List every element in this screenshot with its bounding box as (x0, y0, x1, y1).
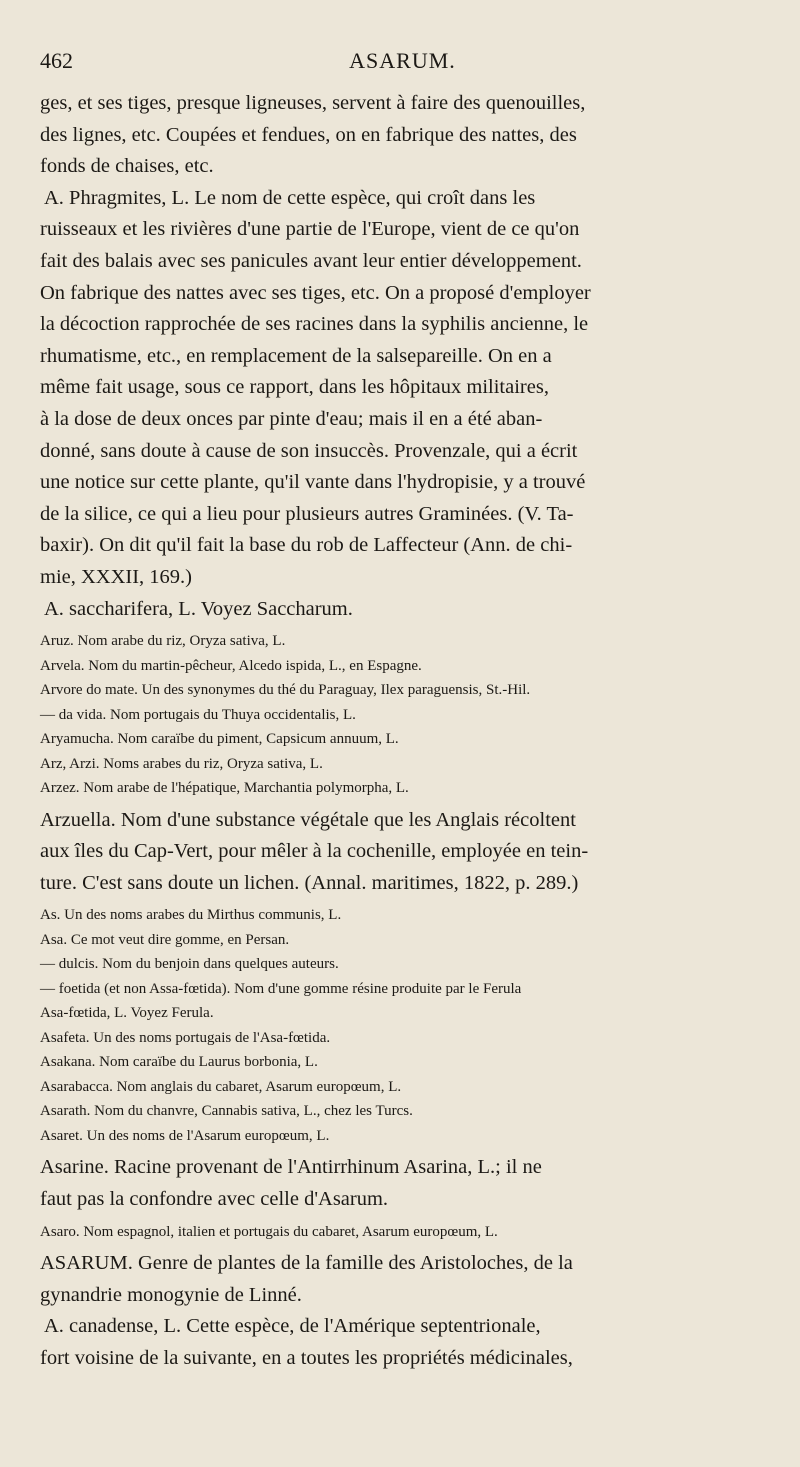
text-line: la décoction rapprochée de ses racines dans la syphilis ancienne, le (40, 313, 589, 336)
entry-asa-foetida: — foetida (et non Assa-fœtida). Nom d'une gomme résine produite par le Ferula (40, 980, 522, 997)
entry-saccharifera: A. saccharifera, L. Voyez Saccharum. (44, 597, 353, 620)
entry-asa: Asa. Ce mot veut dire gomme, en Persan. (40, 931, 290, 948)
entry-asakana: Asakana. Nom caraïbe du Laurus borbonia, L. (40, 1054, 318, 1071)
entry-phragmites: A. Phragmites, L. Le nom de cette espèce, qui croît dans les (44, 186, 536, 209)
entry-asarine: Asarine. Racine provenant de l'Antirrhinum Asarina, L.; il ne (40, 1156, 542, 1179)
entry-asarabacca: Asarabacca. Nom anglais du cabaret, Asarum europœum, L. (40, 1078, 402, 1095)
text-line: aux îles du Cap-Vert, pour mêler à la cochenille, employée en tein- (40, 840, 589, 863)
text-line: faut pas la confondre avec celle d'Asarum. (40, 1187, 389, 1210)
entry-asarath: Asarath. Nom du chanvre, Cannabis sativa, L., chez les Turcs. (40, 1103, 413, 1120)
text-line: rhumatisme, etc., en remplacement de la salsepareille. On en a (40, 344, 552, 367)
entry-asa-dulcis: — dulcis. Nom du benjoin dans quelques auteurs. (40, 956, 339, 973)
text-line: fait des balais avec ses panicules avant leur entier développement. (40, 249, 582, 272)
text-line: ruisseaux et les rivières d'une partie de l'Europe, vient de ce qu'on (40, 218, 580, 241)
entry-asarum-genus: ASARUM. Genre de plantes de la famille des Aristoloches, de la (40, 1252, 573, 1275)
text-line: donné, sans doute à cause de son insuccès. Provenzale, qui a écrit (40, 439, 578, 462)
text-line: ture. C'est sans doute un lichen. (Annal. maritimes, 1822, p. 289.) (40, 871, 579, 894)
entry-as: As. Un des noms arabes du Mirthus communis, L. (40, 907, 342, 924)
entry-asaro: Asaro. Nom espagnol, italien et portugais du cabaret, Asarum europœum, L. (40, 1223, 498, 1240)
text-line: même fait usage, sous ce rapport, dans les hôpitaux militaires, (40, 376, 549, 399)
entry-canadense: A. canadense, L. Cette espèce, de l'Amérique septentrionale, (44, 1315, 541, 1338)
text-line: une notice sur cette plante, qu'il vante dans l'hydropisie, y a trouvé (40, 471, 586, 494)
text-line: On fabrique des nattes avec ses tiges, etc. On a proposé d'employer (40, 281, 591, 304)
text-line: fonds de chaises, etc. (40, 155, 214, 178)
entry-arvela: Arvela. Nom du martin-pêcheur, Alcedo ispida, L., en Espagne. (40, 657, 422, 674)
text-line: à la dose de deux onces par pinte d'eau; mais il en a été aban- (40, 407, 543, 430)
page-number: 462 (40, 48, 73, 73)
entry-aruz: Aruz. Nom arabe du riz, Oryza sativa, L. (40, 633, 286, 650)
entry-arzez: Arzez. Nom arabe de l'hépatique, Marchantia polymorpha, L. (40, 780, 409, 797)
text-line: mie, XXXII, 169.) (40, 565, 193, 588)
text-line: des lignes, etc. Coupées et fendues, on en fabrique des nattes, des (40, 123, 577, 146)
running-head: ASARUM. (349, 48, 456, 73)
text-line: de la silice, ce qui a lieu pour plusieurs autres Graminées. (V. Ta- (40, 502, 574, 525)
text-line: ges, et ses tiges, presque ligneuses, servent à faire des quenouilles, (40, 92, 586, 114)
page-header (40, 48, 765, 88)
entry-aryamucha: Aryamucha. Nom caraïbe du piment, Capsicum annuum, L. (40, 731, 399, 748)
book-page (40, 48, 765, 1374)
text-line: baxir). On dit qu'il fait la base du rob de Laffecteur (Ann. de chi- (40, 534, 573, 557)
entry-arz: Arz, Arzi. Noms arabes du riz, Oryza sativa, L. (40, 755, 323, 772)
body-text (40, 88, 765, 1374)
entry-da-vida: — da vida. Nom portugais du Thuya occidentalis, L. (40, 706, 356, 723)
entry-arvore-do-mate: Arvore do mate. Un des synonymes du thé du Paraguay, Ilex paraguensis, St.-Hil. (40, 682, 531, 699)
entry-asafeta: Asafeta. Un des noms portugais de l'Asa-fœtida. (40, 1029, 331, 1046)
entry-asaret: Asaret. Un des noms de l'Asarum europœum, L. (40, 1127, 330, 1144)
text-line: gynandrie monogynie de Linné. (40, 1283, 302, 1306)
entry-arzuella: Arzuella. Nom d'une substance végétale que les Anglais récoltent (40, 808, 576, 831)
text-line: fort voisine de la suivante, en a toutes les propriétés médicinales, (40, 1346, 573, 1369)
text-line: Asa-fœtida, L. Voyez Ferula. (40, 1005, 214, 1022)
